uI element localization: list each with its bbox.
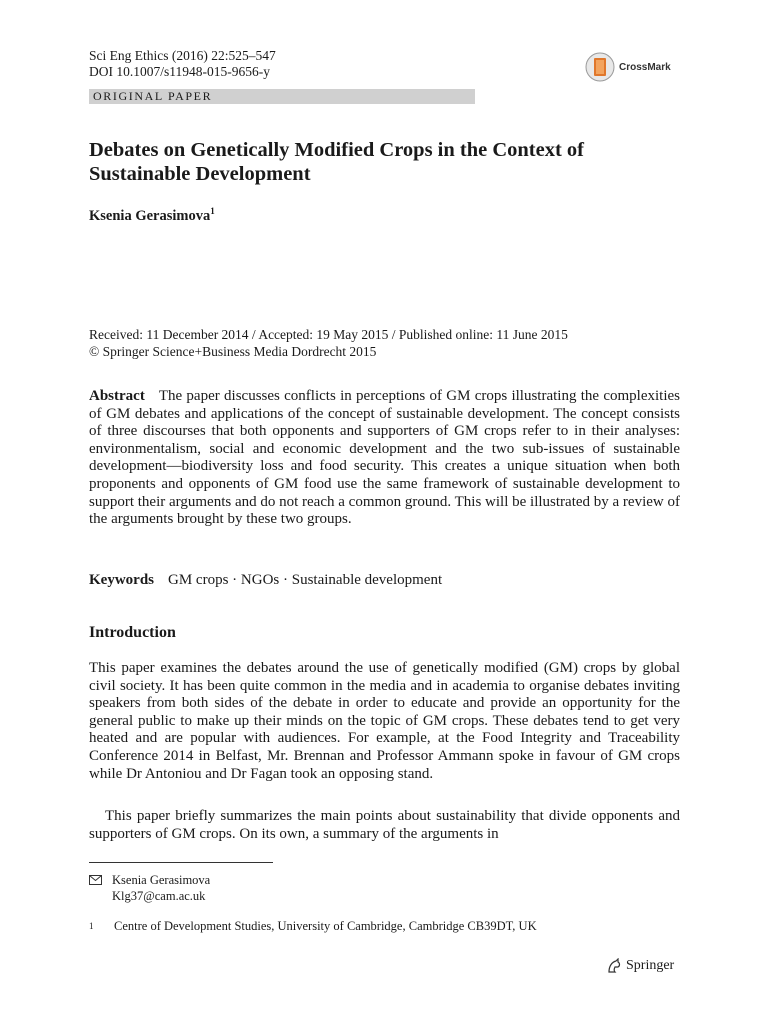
section-heading-introduction: Introduction	[89, 624, 176, 641]
corresponding-author	[89, 872, 210, 904]
envelope-icon	[89, 875, 102, 885]
article-title: Debates on Genetically Modified Crops in the Context of Sustainable Development	[89, 139, 585, 185]
abstract-label: Abstract	[89, 388, 145, 404]
abstract	[89, 388, 680, 529]
springer-logo	[606, 958, 674, 974]
crossmark-label: CrossMark	[619, 61, 671, 73]
journal-info	[89, 48, 276, 80]
author-affiliation-marker: 1	[210, 206, 215, 216]
publisher-name: Springer	[626, 958, 675, 973]
crossmark-icon	[585, 52, 615, 82]
crossmark-badge[interactable]	[585, 52, 671, 82]
keywords-text: GM crops · NGOs · Sustainable development	[168, 572, 443, 588]
affiliation-number: 1	[89, 921, 94, 931]
introduction-paragraph-2: This paper briefly summarizes the main points about sustainability that divide opponents and supporters of GM crops. On its own, a summary of the arguments in	[89, 808, 680, 842]
publication-dates: Received: 11 December 2014 / Accepted: 19 May 2015 / Published online: 11 June 2015	[89, 327, 568, 342]
keywords-label: Keywords	[89, 572, 154, 588]
contact-name: Ksenia Gerasimova	[112, 873, 211, 887]
doi-link[interactable]: DOI 10.1007/s11948-015-9656-y	[89, 64, 270, 79]
keywords	[89, 572, 442, 589]
abstract-text: The paper discusses conflicts in perceptions of GM crops illustrating the complexities of GM debates and applications of the concept of sustainable development. The concept consists of three discourses that both opponents and supporters of GM crops refer to in their analyses: environmentalism, social and economic development and the two sub-issues of sustainable development—biodiversity loss and food security. This creates a unique situation when both proponents and opponents of GM food use the same framework of sustainable development to support their arguments and do not reach a common ground. This will be illustrated by a review of the arguments brought by these two groups.	[89, 388, 680, 528]
copyright-line: © Springer Science+Business Media Dordrecht 2015	[89, 344, 377, 359]
springer-horse-icon	[606, 958, 622, 974]
journal-citation: Sci Eng Ethics (2016) 22:525–547	[89, 48, 276, 63]
affiliation-footnote	[89, 918, 537, 934]
footnote-divider	[89, 862, 273, 863]
author-name	[89, 206, 215, 225]
introduction-paragraph-1: This paper examines the debates around the use of genetically modified (GM) crops by global civil society. It has been quite common in the media and in academia to organise debates inviting speakers from both sides of the debate in order to educate and provide an opportunity for the general public to make up their minds on the topic of GM crops. These debates tend to get very heated and are popular with audiences. For example, at the Food Integrity and Traceability Conference 2014 in Belfast, Mr. Brennan and Professor Ammann spoke in favour of GM crops while Dr Antoniou and Dr Fagan took an opposing stand.	[89, 660, 680, 782]
contact-email[interactable]: Klg37@cam.ac.uk	[112, 889, 206, 903]
article-type-banner: ORIGINAL PAPER	[89, 89, 475, 104]
article-history	[89, 326, 568, 360]
affiliation-text: Centre of Development Studies, University of Cambridge, Cambridge CB39DT, UK	[114, 919, 537, 933]
author-label: Ksenia Gerasimova	[89, 207, 211, 224]
